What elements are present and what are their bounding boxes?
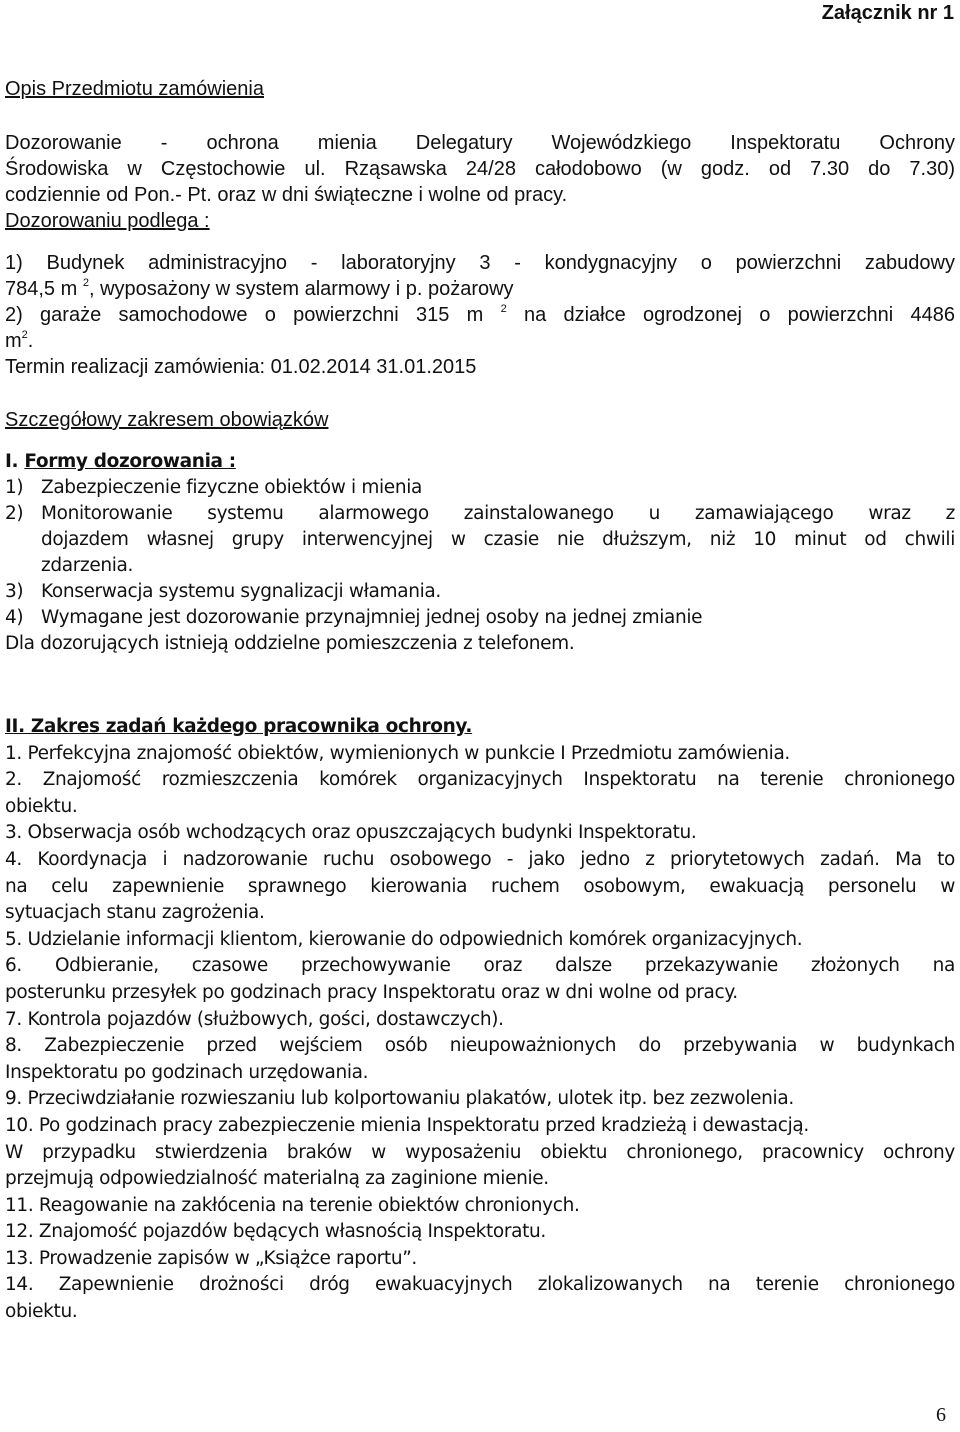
section-2-heading: II. Zakres zadań każdego pracownika ochrony. (5, 716, 473, 737)
intro-line-2: Środowiska w Częstochowie ul. Rząsawska 24/28 całodobowo (w godz. od 7.30 do 7.30) (5, 158, 955, 180)
intro-block (5, 130, 955, 234)
task-line: Inspektoratu po godzinach urzędowania. (5, 1061, 369, 1083)
section-1-note: Dla dozorujących istnieją oddzielne pomieszczenia z telefonem. (5, 633, 575, 654)
task-line: przejmują odpowiedzialność materialną za zaginione mienie. (5, 1168, 549, 1190)
intro-line-3: codziennie od Pon.- Pt. oraz w dni świąteczne i wolne od pracy. (5, 184, 568, 206)
task-line: 7. Kontrola pojazdów (służbowych, gości, dostawczych). (5, 1008, 504, 1030)
task-line: 11. Reagowanie na zakłócenia na terenie obiektów chronionych. (5, 1194, 580, 1216)
list-item: 3) Konserwacja systemu sygnalizacji włamania. (5, 581, 441, 602)
task-line: 4. Koordynacja i nadzorowanie ruchu osobowego - jako jedno z priorytetowych zadań. Ma to (5, 848, 955, 870)
task-line: 5. Udzielanie informacji klientom, kierowanie do odpowiednich komórek organizacyjnych. (5, 928, 803, 950)
task-line: 6. Odbieranie, czasowe przechowywanie oraz dalsze przekazywanie złożonych na (5, 955, 955, 977)
task-line: W przypadku stwierdzenia braków w wyposażeniu obiektu chronionego, pracownicy ochrony (5, 1141, 955, 1163)
subject-heading: Dozorowaniu podlega : (5, 210, 210, 232)
list-item: 4) Wymagane jest dozorowanie przynajmniej jednej osoby na jednej zmianie (5, 607, 703, 628)
task-line: 1. Perfekcyjna znajomość obiektów, wymienionych w punkcie I Przedmiotu zamówienia. (5, 742, 790, 764)
intro-line-1: Dozorowanie - ochrona mienia Delegatury Wojewódzkiego Inspektoratu Ochrony (5, 132, 955, 154)
list-item-cont: dojazdem własnej grupy interwencyjnej w czasie nie dłuższym, niż 10 minut od chwili (41, 529, 955, 550)
subject-item-2-cont: $m^2$. (5, 329, 34, 352)
section-1 (5, 449, 955, 657)
task-line: posterunku przesyłek po godzinach pracy Inspektoratu oraz w dni wolne od pracy. (5, 981, 738, 1003)
attachment-label: Załącznik nr 1 (821, 2, 954, 24)
list-item: 2) Monitorowanie systemu alarmowego zainstalowanego u zamawiającego wraz z (5, 503, 955, 524)
list-item-cont: zdarzenia. (41, 555, 134, 576)
task-line: na celu zapewnienie sprawnego kierowania ruchem osobowym, ewakuacją personelu w (5, 875, 955, 897)
scope-heading: Szczegółowy zakresem obowiązków (5, 409, 329, 431)
term-line: Termin realizacji zamówienia: 01.02.2014 31.01.2015 (5, 356, 477, 378)
list-item: 1) Zabezpieczenie fizyczne obiektów i mienia (5, 477, 422, 498)
document-title: Opis Przedmiotu zamówienia (5, 78, 264, 100)
page-number: 6 (936, 1404, 946, 1426)
task-line: obiektu. (5, 795, 78, 817)
subject-item-2: 2) garaże samochodowe o powierzchni 315 m $^2$ na działce ogrodzonej o powierzchni 4486 (5, 303, 955, 326)
task-line: 9. Przeciwdziałanie rozwieszaniu lub kolportowaniu plakatów, ulotek itp. bez zezwolenia. (5, 1088, 794, 1110)
section-1-heading: I. Formy dozorowania : (5, 451, 236, 472)
subject-item-1-cont: 784,5 m $^2$, wyposażony w system alarmowy i p. pożarowy (5, 277, 514, 300)
section-2-list (5, 741, 955, 1326)
task-line: sytuacjach stanu zagrożenia. (5, 902, 265, 924)
task-line: 12. Znajomość pojazdów będących własnością Inspektoratu. (5, 1221, 546, 1243)
task-line: 13. Prowadzenie zapisów w „Książce raportu”. (5, 1247, 417, 1269)
task-line: obiektu. (5, 1301, 78, 1323)
task-line: 10. Po godzinach pracy zabezpieczenie mienia Inspektoratu przed kradzieżą i dewastacją. (5, 1114, 809, 1136)
task-line: 8. Zabezpieczenie przed wejściem osób nieupoważnionych do przebywania w budynkach (5, 1035, 955, 1057)
subject-items (5, 250, 955, 380)
section-2 (5, 714, 955, 1326)
task-line: 14. Zapewnienie drożności dróg ewakuacyjnych zlokalizowanych na terenie chronionego (5, 1274, 955, 1296)
task-line: 2. Znajomość rozmieszczenia komórek organizacyjnych Inspektoratu na terenie chronionego (5, 769, 955, 791)
task-line: 3. Obserwacja osób wchodzących oraz opuszczających budynki Inspektoratu. (5, 822, 697, 844)
subject-item-1: 1) Budynek administracyjno - laboratoryjny 3 - kondygnacyjny o powierzchni zabudowy (5, 252, 955, 274)
